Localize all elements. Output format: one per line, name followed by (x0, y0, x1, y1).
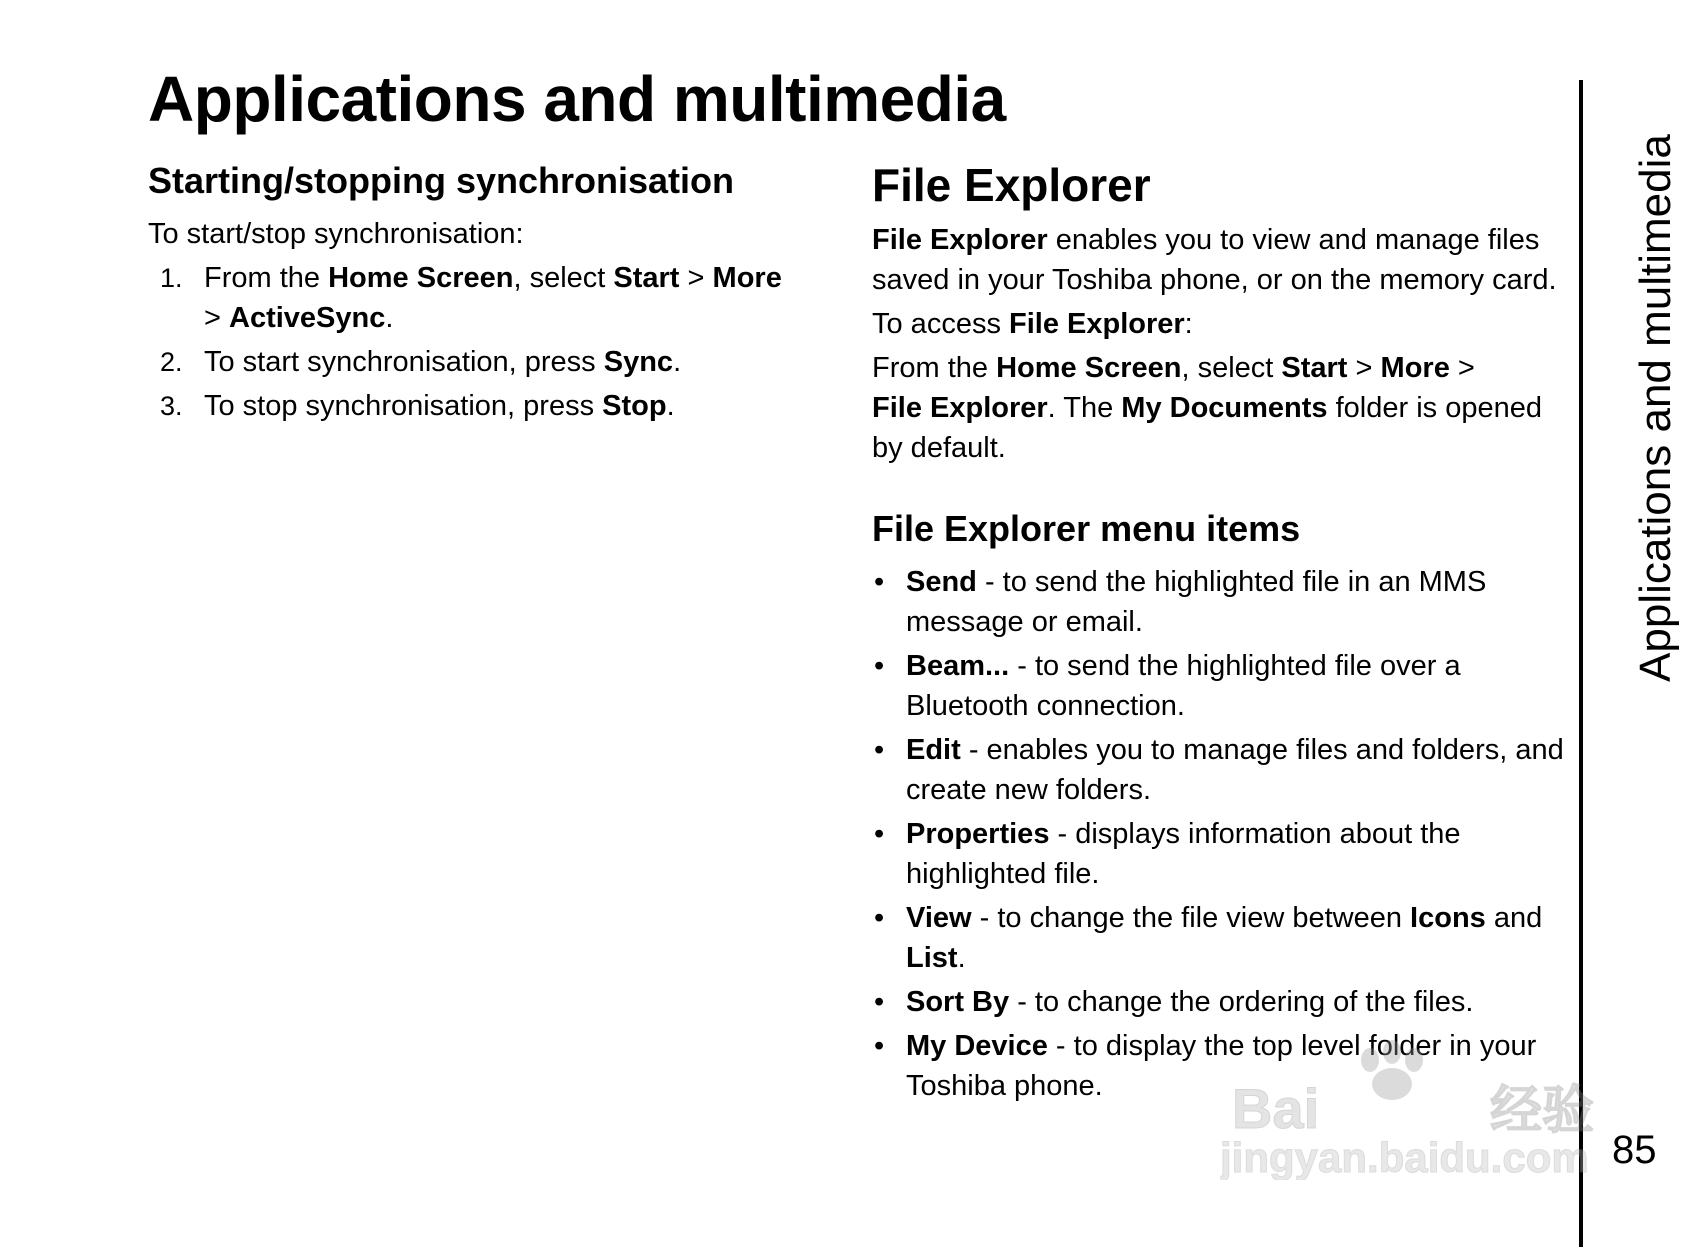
step-bold: Home Screen (328, 262, 514, 294)
menu-item-name: Icons (1410, 902, 1486, 934)
menu-item-desc: - to send the highlighted file in an MMS message or email. (906, 566, 1487, 638)
step-bold: More (712, 262, 782, 294)
inline-bold: File Explorer (1009, 308, 1185, 340)
section-heading-file-explorer: File Explorer (872, 159, 1151, 211)
right-column (872, 158, 1572, 1110)
menu-item-sort-by (872, 982, 1572, 1022)
menu-item-view (872, 898, 1572, 978)
inline-text: folder is opened by default. (872, 392, 1542, 464)
left-column (148, 160, 848, 430)
menu-item-desc: - to display the top level folder in your Toshiba phone. (906, 1030, 1537, 1102)
menu-item-edit (872, 730, 1572, 810)
side-chapter-label: Applications and multimedia (1631, 134, 1680, 682)
menu-item-send (872, 562, 1572, 642)
sync-step-1 (148, 258, 848, 338)
inline-text: enables you to view and manage files saved in your Toshiba phone, or on the memory card. (872, 224, 1557, 296)
watermark-url: jingyan.baidu.com (1220, 1134, 1589, 1180)
inline-text: > (1347, 352, 1381, 384)
menu-item-name: My Device (906, 1030, 1048, 1062)
step-text: To stop synchronisation, press (204, 390, 603, 422)
menu-item-name: Sort By (906, 986, 1010, 1018)
sync-steps-list (148, 258, 848, 426)
step-number: 1. (160, 263, 183, 293)
sync-intro: To start/stop synchronisation: (148, 218, 524, 250)
page-number: 85 (1612, 1128, 1657, 1172)
step-bold: Start (613, 262, 680, 294)
step-text: > (679, 262, 713, 294)
menu-item-my-device (872, 1026, 1572, 1106)
menu-item-name: View (906, 902, 972, 934)
bullet-icon: • (874, 902, 885, 934)
bullet-icon: • (874, 1030, 885, 1062)
step-text: From the (204, 262, 329, 294)
menu-item-desc: - to change the file view between (971, 902, 1411, 934)
step-text: . (673, 346, 682, 378)
menu-item-name: List (906, 942, 958, 974)
menu-item-name: Beam... (906, 650, 1010, 682)
inline-bold: Home Screen (996, 352, 1182, 384)
menu-items-list (872, 562, 1572, 1106)
menu-item-beam (872, 646, 1572, 726)
step-text: > (204, 302, 229, 334)
inline-text: To access (872, 308, 1009, 340)
menu-item-properties (872, 814, 1572, 894)
sync-step-3 (148, 386, 848, 426)
inline-bold: File Explorer (872, 392, 1048, 424)
inline-text: From the (872, 352, 997, 384)
bullet-icon: • (874, 566, 885, 598)
inline-text: : (1184, 308, 1193, 340)
bullet-icon: • (874, 734, 885, 766)
menu-item-desc: - enables you to manage files and folders, and create new folders. (906, 734, 1564, 806)
inline-bold: More (1380, 352, 1450, 384)
step-text: . (385, 302, 394, 334)
watermark-text: Bai (1232, 1077, 1320, 1140)
watermark-text: 经验 (1490, 1081, 1595, 1141)
menu-item-desc: . (957, 942, 966, 974)
file-explorer-access-steps (872, 348, 1572, 468)
bullet-icon: • (874, 650, 885, 682)
menu-item-name: Edit (906, 734, 961, 766)
inline-bold: My Documents (1121, 392, 1328, 424)
inline-text: . The (1047, 392, 1122, 424)
step-number: 3. (160, 391, 183, 421)
inline-text: > (1449, 352, 1475, 384)
menu-item-desc: - displays information about the highlighted file. (906, 818, 1461, 890)
step-number: 2. (160, 347, 183, 377)
menu-item-desc: - to change the ordering of the files. (1009, 986, 1474, 1018)
bullet-icon: • (874, 818, 885, 850)
inline-text: , select (1181, 352, 1282, 384)
section-heading-sync: Starting/stopping synchronisation (148, 160, 735, 201)
sync-step-2 (148, 342, 848, 382)
step-bold: ActiveSync (229, 302, 386, 334)
menu-item-name: Properties (906, 818, 1050, 850)
menu-item-desc: - to send the highlighted file over a Bluetooth connection. (906, 650, 1461, 722)
step-text: , select (513, 262, 614, 294)
bullet-icon: • (874, 986, 885, 1018)
step-text: . (666, 390, 675, 422)
step-bold: Stop (602, 390, 667, 422)
inline-bold: Start (1281, 352, 1348, 384)
menu-item-desc: and (1485, 902, 1543, 934)
section-heading-menu-items: File Explorer menu items (872, 508, 1301, 549)
step-bold: Sync (603, 346, 674, 378)
side-divider (1579, 80, 1583, 1247)
step-text: To start synchronisation, press (204, 346, 604, 378)
menu-item-name: Send (906, 566, 977, 598)
page-title: Applications and multimedia (148, 63, 1006, 135)
file-explorer-access-intro (872, 304, 1572, 344)
inline-bold: File Explorer (872, 224, 1048, 256)
file-explorer-description (872, 220, 1572, 300)
